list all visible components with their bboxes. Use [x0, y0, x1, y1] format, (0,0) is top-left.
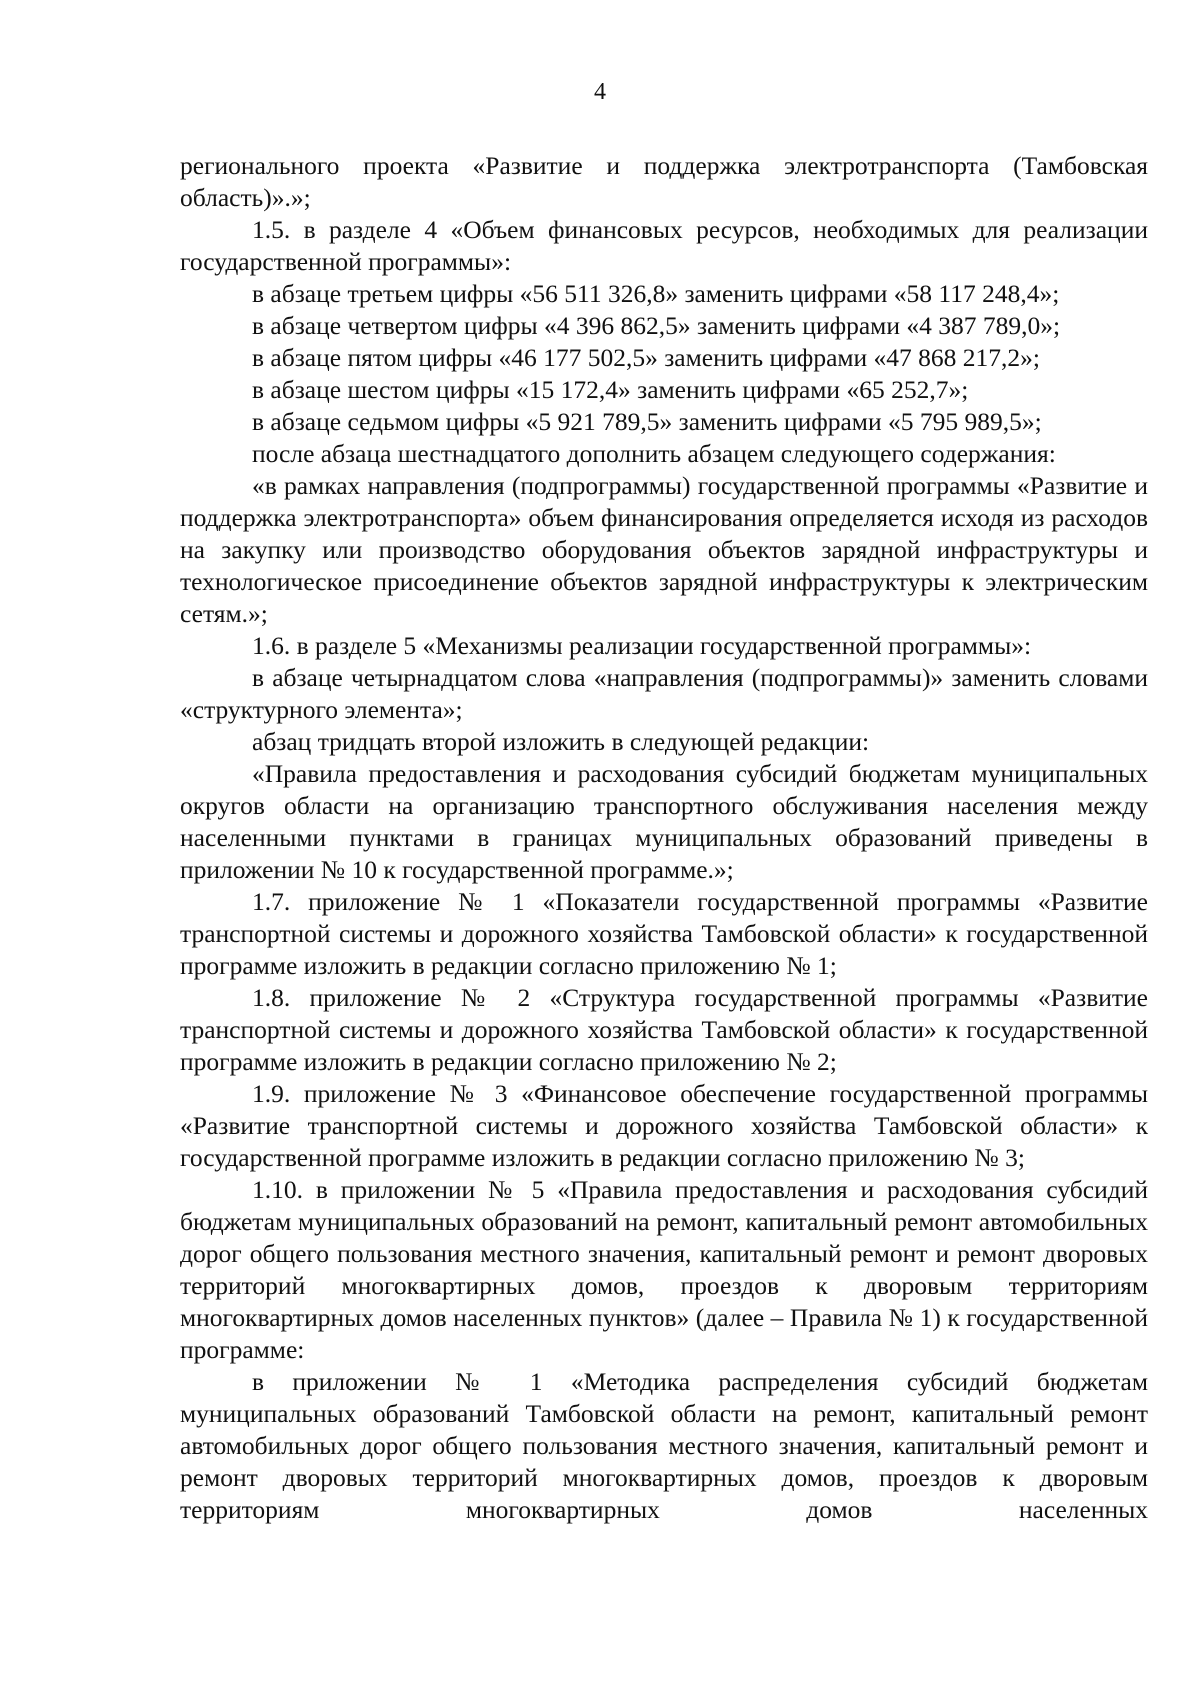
paragraph: в абзаце третьем цифры «56 511 326,8» заменить цифрами «58 117 248,4»; — [252, 279, 1060, 308]
paragraph-quoted: «в рамках направления (подпрограммы) государственной программы «Развитие и поддержка электротранспорта» объем финансирования определяется исходя из расходов на закупку или производство оборудования объектов зарядной инфраструктуры и технологическое присоединение объектов зарядной инфраструктуры к электрическим сетям.»; — [180, 471, 1148, 628]
paragraph: в абзаце четвертом цифры «4 396 862,5» заменить цифрами «4 387 789,0»; — [252, 311, 1061, 340]
paragraph: в абзаце шестом цифры «15 172,4» заменить цифрами «65 252,7»; — [252, 375, 969, 404]
paragraph-continued: в приложении № 1 «Методика распределения субсидий бюджетам муниципальных образований Тамбовской области на ремонт, капитальный ремонт автомобильных дорог общего пользования местного значения, капитальный ремонт и ремонт дворовых территорий многоквартирных домов, проездов к дворовым территориям многоквартирных домов населенных — [180, 1367, 1148, 1524]
paragraph-section-1-6: 1.6. в разделе 5 «Механизмы реализации государственной программы»: — [252, 631, 1032, 660]
paragraph-quoted: «Правила предоставления и расходования субсидий бюджетам муниципальных округов области на организацию транспортного обслуживания населения между населенными пунктами в границах муниципальных образований приведены в приложении № 10 к государственной программе.»; — [180, 759, 1148, 884]
document-body — [180, 150, 1148, 1526]
paragraph-section-1-9: 1.9. приложение № 3 «Финансовое обеспечение государственной программы «Развитие транспортной системы и дорожного хозяйства Тамбовской области» к государственной программе изложить в редакции согласно приложению № 3; — [180, 1079, 1148, 1172]
page-number: 4 — [594, 79, 606, 105]
paragraph: после абзаца шестнадцатого дополнить абзацем следующего содержания: — [252, 439, 1056, 468]
paragraph: регионального проекта «Развитие и поддержка электротранспорта (Тамбовская область)».»; — [180, 151, 1148, 212]
paragraph-section-1-8: 1.8. приложение № 2 «Структура государственной программы «Развитие транспортной системы и дорожного хозяйства Тамбовской области» к государственной программе изложить в редакции согласно приложению № 2; — [180, 983, 1148, 1076]
paragraph: в абзаце пятом цифры «46 177 502,5» заменить цифрами «47 868 217,2»; — [252, 343, 1041, 372]
paragraph: в абзаце седьмом цифры «5 921 789,5» заменить цифрами «5 795 989,5»; — [252, 407, 1042, 436]
paragraph-section-1-7: 1.7. приложение № 1 «Показатели государственной программы «Развитие транспортной системы и дорожного хозяйства Тамбовской области» к государственной программе изложить в редакции согласно приложению № 1; — [180, 887, 1148, 980]
paragraph-section-1-5: 1.5. в разделе 4 «Объем финансовых ресурсов, необходимых для реализации государственной программы»: — [180, 215, 1148, 276]
paragraph: абзац тридцать второй изложить в следующей редакции: — [252, 727, 870, 756]
paragraph-section-1-10: 1.10. в приложении № 5 «Правила предоставления и расходования субсидий бюджетам муниципальных образований на ремонт, капитальный ремонт автомобильных дорог общего пользования местного значения, капитальный ремонт и ремонт дворовых территорий многоквартирных домов, проездов к дворовым территориям многоквартирных домов населенных пунктов» (далее – Правила № 1) к государственной программе: — [180, 1175, 1148, 1364]
paragraph: в абзаце четырнадцатом слова «направления (подпрограммы)» заменить словами «структурного элемента»; — [180, 663, 1148, 724]
